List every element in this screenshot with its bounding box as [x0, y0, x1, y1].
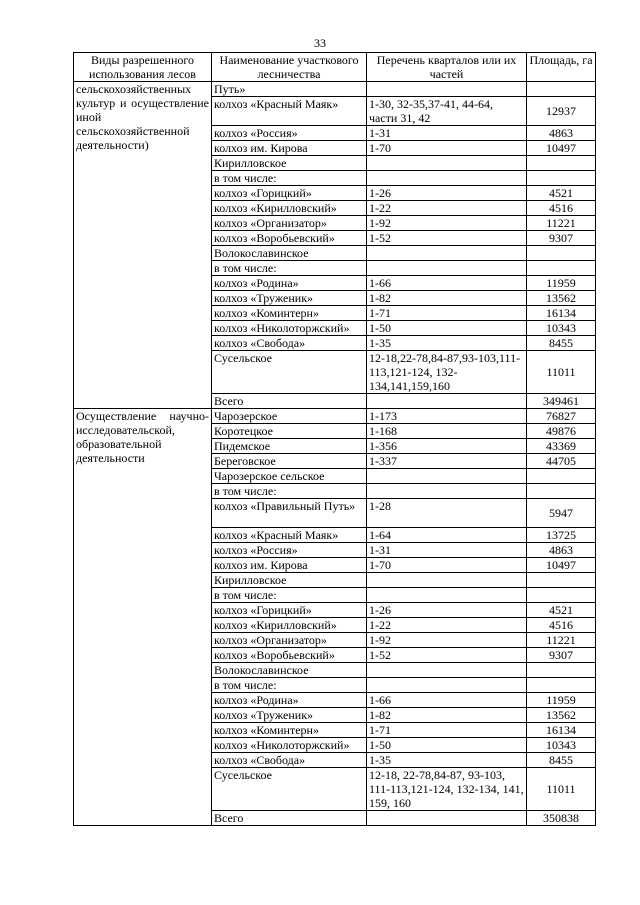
area-cell: 12937: [527, 97, 596, 126]
forestry-name-cell: Волокославинское: [212, 663, 367, 678]
area-cell: [527, 663, 596, 678]
forest-use-table: [73, 52, 596, 826]
quarters-cell: [367, 573, 527, 588]
forestry-name-cell: колхоз им. Кирова: [212, 141, 367, 156]
area-cell: 9307: [527, 231, 596, 246]
quarters-cell: 1-66: [367, 276, 527, 291]
area-cell: 8455: [527, 753, 596, 768]
quarters-cell: 1-31: [367, 543, 527, 558]
forestry-name-cell: колхоз «Красный Маяк»: [212, 97, 367, 126]
forestry-name-cell: колхоз «Красный Маяк»: [212, 528, 367, 543]
forestry-name-cell: в том числе:: [212, 588, 367, 603]
area-cell: [527, 261, 596, 276]
area-cell: 49876: [527, 424, 596, 439]
forestry-name-cell: колхоз «Свобода»: [212, 336, 367, 351]
quarters-cell: 1-70: [367, 141, 527, 156]
forestry-name-cell: колхоз «Организатор»: [212, 633, 367, 648]
area-cell: [527, 573, 596, 588]
forestry-name-cell: Кирилловское: [212, 156, 367, 171]
area-cell: 11221: [527, 216, 596, 231]
area-cell: 10497: [527, 558, 596, 573]
area-cell: 11959: [527, 693, 596, 708]
area-cell: 4516: [527, 201, 596, 216]
quarters-cell: 12-18, 22-78,84-87, 93-103, 111-113,121-124, 132-134, 141, 159, 160: [367, 768, 527, 811]
area-cell: 9307: [527, 648, 596, 663]
forestry-name-cell: в том числе:: [212, 678, 367, 693]
quarters-cell: 1-168: [367, 424, 527, 439]
forestry-name-cell: колхоз «Горицкий»: [212, 603, 367, 618]
table-header-row: [74, 53, 596, 82]
forestry-name-cell: колхоз «Кирилловский»: [212, 618, 367, 633]
table-row: [74, 82, 596, 97]
quarters-cell: 1-71: [367, 306, 527, 321]
area-cell: 10343: [527, 321, 596, 336]
header-use-type: Виды разрешенного использования лесов: [74, 53, 212, 82]
quarters-cell: 1-70: [367, 558, 527, 573]
forestry-name-cell: колхоз «Коминтерн»: [212, 723, 367, 738]
area-cell: 10343: [527, 738, 596, 753]
quarters-cell: 1-31: [367, 126, 527, 141]
quarters-cell: 1-52: [367, 231, 527, 246]
forestry-name-cell: Береговское: [212, 454, 367, 469]
area-cell: 16134: [527, 723, 596, 738]
quarters-cell: [367, 394, 527, 409]
forestry-name-cell: Чарозерское: [212, 409, 367, 424]
forestry-name-cell: Всего: [212, 811, 367, 826]
quarters-cell: 1-26: [367, 186, 527, 201]
forestry-name-cell: колхоз «Россия»: [212, 126, 367, 141]
area-cell: 76827: [527, 409, 596, 424]
quarters-cell: 1-64: [367, 528, 527, 543]
use-type-cell: Осуществление научно-исследовательской, образовательной деятельности: [74, 409, 212, 826]
forestry-name-cell: в том числе:: [212, 484, 367, 499]
forestry-name-cell: колхоз «Воробьевский»: [212, 648, 367, 663]
area-cell: 44705: [527, 454, 596, 469]
forestry-name-cell: колхоз «Воробьевский»: [212, 231, 367, 246]
forestry-name-cell: колхоз «Свобода»: [212, 753, 367, 768]
forestry-name-cell: Сусельское: [212, 768, 367, 811]
forestry-name-cell: колхоз «Николоторжский»: [212, 321, 367, 336]
area-cell: [527, 469, 596, 484]
area-cell: 11959: [527, 276, 596, 291]
quarters-cell: [367, 156, 527, 171]
area-cell: 4516: [527, 618, 596, 633]
area-cell: 11221: [527, 633, 596, 648]
forestry-name-cell: колхоз «Коминтерн»: [212, 306, 367, 321]
table-body: [74, 82, 596, 826]
area-cell: [527, 156, 596, 171]
forestry-name-cell: колхоз «Правильный Путь»: [212, 499, 367, 528]
quarters-cell: 1-356: [367, 439, 527, 454]
forestry-name-cell: колхоз «Кирилловский»: [212, 201, 367, 216]
table-row: [74, 409, 596, 424]
quarters-cell: 1-35: [367, 336, 527, 351]
forestry-name-cell: Волокославинское: [212, 246, 367, 261]
header-forestry-name: Наименование участкового лесничества: [212, 53, 367, 82]
forestry-name-cell: колхоз «Труженик»: [212, 708, 367, 723]
forestry-name-cell: Сусельское: [212, 351, 367, 394]
area-cell: 8455: [527, 336, 596, 351]
quarters-cell: [367, 82, 527, 97]
area-cell: 4521: [527, 186, 596, 201]
forestry-name-cell: колхоз «Николоторжский»: [212, 738, 367, 753]
forestry-name-cell: в том числе:: [212, 261, 367, 276]
quarters-cell: [367, 469, 527, 484]
quarters-cell: 1-92: [367, 216, 527, 231]
area-cell: 4863: [527, 543, 596, 558]
quarters-cell: 1-82: [367, 708, 527, 723]
area-cell: 11011: [527, 351, 596, 394]
area-cell: [527, 246, 596, 261]
forestry-name-cell: колхоз им. Кирова: [212, 558, 367, 573]
area-cell: 10497: [527, 141, 596, 156]
forestry-name-cell: Путь»: [212, 82, 367, 97]
area-cell: 350838: [527, 811, 596, 826]
quarters-cell: 1-52: [367, 648, 527, 663]
forestry-name-cell: в том числе:: [212, 171, 367, 186]
area-cell: 16134: [527, 306, 596, 321]
quarters-cell: 1-50: [367, 738, 527, 753]
forestry-name-cell: колхоз «Родина»: [212, 276, 367, 291]
area-cell: [527, 678, 596, 693]
forestry-name-cell: колхоз «Горицкий»: [212, 186, 367, 201]
forestry-name-cell: колхоз «Россия»: [212, 543, 367, 558]
header-quarters: Перечень кварталов или их частей: [367, 53, 527, 82]
area-cell: [527, 588, 596, 603]
quarters-cell: [367, 171, 527, 186]
quarters-cell: 1-92: [367, 633, 527, 648]
quarters-cell: [367, 678, 527, 693]
quarters-cell: [367, 484, 527, 499]
quarters-cell: 1-26: [367, 603, 527, 618]
quarters-cell: 12-18,22-78,84-87,93-103,111-113,121-124, 132-134,141,159,160: [367, 351, 527, 394]
quarters-cell: [367, 246, 527, 261]
forestry-name-cell: колхоз «Организатор»: [212, 216, 367, 231]
forestry-name-cell: Всего: [212, 394, 367, 409]
area-cell: 11011: [527, 768, 596, 811]
use-type-cell: сельскохозяйственных культур и осуществление иной сельскохозяйственной деятельности): [74, 82, 212, 409]
quarters-cell: 1-82: [367, 291, 527, 306]
page-number: 33: [314, 36, 326, 50]
area-cell: 13725: [527, 528, 596, 543]
area-cell: 13562: [527, 291, 596, 306]
quarters-cell: [367, 261, 527, 276]
quarters-cell: 1-50: [367, 321, 527, 336]
header-area: Площадь, га: [527, 53, 596, 82]
area-cell: 13562: [527, 708, 596, 723]
quarters-cell: 1-337: [367, 454, 527, 469]
forestry-name-cell: колхоз «Труженик»: [212, 291, 367, 306]
quarters-cell: 1-30, 32-35,37-41, 44-64, части 31, 42: [367, 97, 527, 126]
forestry-name-cell: колхоз «Родина»: [212, 693, 367, 708]
area-cell: [527, 82, 596, 97]
area-cell: [527, 484, 596, 499]
forestry-name-cell: Коротецкое: [212, 424, 367, 439]
quarters-cell: 1-71: [367, 723, 527, 738]
quarters-cell: 1-173: [367, 409, 527, 424]
area-cell: 43369: [527, 439, 596, 454]
area-cell: 5947: [527, 499, 596, 528]
forestry-name-cell: Пидемское: [212, 439, 367, 454]
area-cell: 4863: [527, 126, 596, 141]
area-cell: [527, 171, 596, 186]
quarters-cell: 1-22: [367, 201, 527, 216]
area-cell: 349461: [527, 394, 596, 409]
quarters-cell: 1-35: [367, 753, 527, 768]
forestry-name-cell: Кирилловское: [212, 573, 367, 588]
quarters-cell: [367, 811, 527, 826]
quarters-cell: 1-22: [367, 618, 527, 633]
quarters-cell: 1-66: [367, 693, 527, 708]
area-cell: 4521: [527, 603, 596, 618]
quarters-cell: [367, 663, 527, 678]
forestry-name-cell: Чарозерское сельское: [212, 469, 367, 484]
quarters-cell: 1-28: [367, 499, 527, 528]
quarters-cell: [367, 588, 527, 603]
